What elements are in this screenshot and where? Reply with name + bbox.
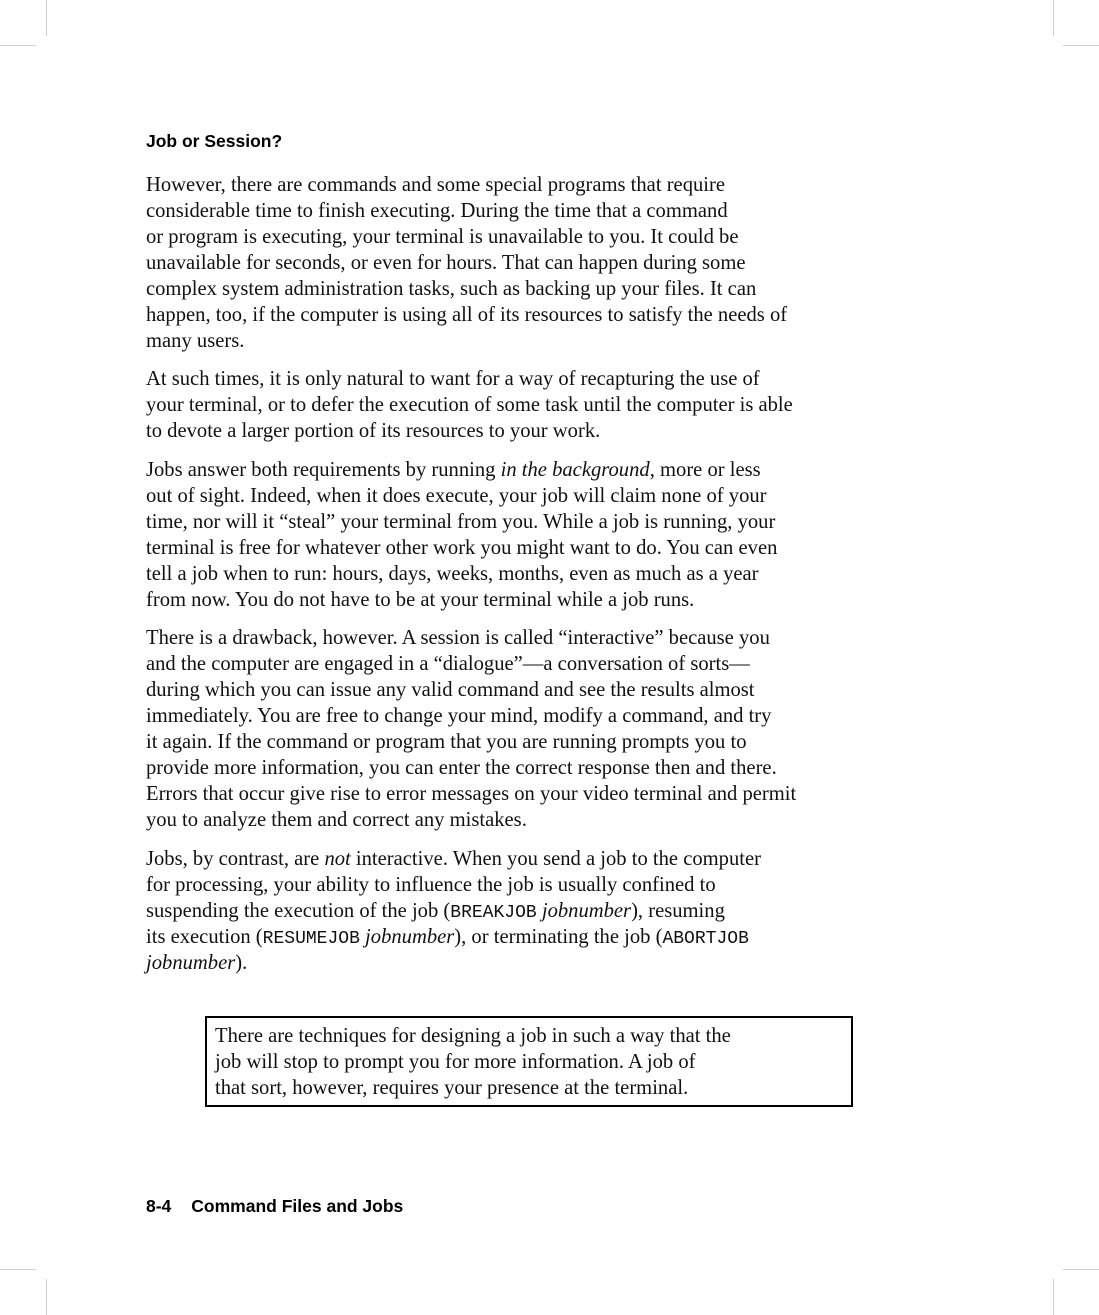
text-run: ). (235, 952, 248, 974)
text-line: during which you can issue any valid command and see the results almost (146, 679, 755, 701)
text-line: Errors that occur give rise to error messages on your video terminal and permit (146, 783, 797, 805)
section-heading: Job or Session? (146, 131, 283, 151)
text-run: ), or terminating the job ( (454, 926, 663, 948)
command-argument: jobnumber (541, 900, 632, 922)
text-line (146, 846, 761, 872)
command-argument: jobnumber (365, 926, 455, 948)
text-run: Jobs answer both requirements by running (146, 459, 501, 481)
text-line: tell a job when to run: hours, days, weeks, months, even as much as a year (146, 563, 759, 585)
text-line: happen, too, if the computer is using all of its resources to satisfy the needs of (146, 304, 788, 326)
text-line: or program is executing, your terminal is unavailable to you. It could be (146, 226, 739, 248)
text-line: terminal is free for whatever other work you might want to do. You can even (146, 537, 778, 559)
text-line: time, nor will it “steal” your terminal from you. While a job is running, your (146, 511, 776, 533)
page-number: 8-4 (146, 1196, 172, 1216)
note-line: There are techniques for designing a job in such a way that the (215, 1025, 731, 1047)
text-line (146, 457, 777, 483)
command-argument: jobnumber (146, 952, 236, 974)
chapter-title: Command Files and Jobs (191, 1196, 404, 1216)
text-line: and the computer are engaged in a “dialogue”—a conversation of sorts— (146, 653, 750, 675)
note-box (205, 1016, 853, 1107)
text-line: it again. If the command or program that you are running prompts you to (146, 731, 747, 753)
text-line: to devote a larger portion of its resources to your work. (146, 420, 601, 442)
text-line (146, 924, 761, 950)
emphasis-text: in the background (500, 459, 650, 481)
text-line: There is a drawback, however. A session is called “interactive” because you (146, 627, 770, 649)
text-line: many users. (146, 330, 245, 352)
paragraph-recapturing-terminal (146, 366, 793, 444)
text-line: out of sight. Indeed, when it does execute, your job will claim none of your (146, 485, 767, 507)
crop-mark-bottom-right-horizontal (1063, 1269, 1099, 1270)
note-line: that sort, however, requires your presence at the terminal. (215, 1077, 689, 1099)
emphasis-text: not (324, 848, 351, 870)
text-run: its execution ( (146, 926, 263, 948)
text-line: complex system administration tasks, such as backing up your files. It can (146, 278, 757, 300)
crop-mark-top-left-vertical (46, 0, 47, 36)
text-line: unavailable for seconds, or even for hours. That can happen during some (146, 252, 746, 274)
crop-mark-top-left-horizontal (0, 45, 36, 46)
crop-mark-top-right-horizontal (1063, 45, 1099, 46)
text-line: you to analyze them and correct any mistakes. (146, 809, 527, 831)
crop-mark-top-right-vertical (1053, 0, 1054, 36)
paragraph-session-interactive (146, 625, 796, 833)
note-line: job will stop to prompt you for more information. A job of (215, 1051, 696, 1073)
text-line: from now. You do not have to be at your terminal while a job runs. (146, 589, 695, 611)
command-abortjob: ABORTJOB (662, 929, 749, 949)
paragraph-long-running-commands (146, 172, 787, 354)
text-run: ), resuming (631, 900, 725, 922)
text-line (146, 898, 761, 924)
text-line: your terminal, or to defer the execution of some task until the computer is able (146, 394, 793, 416)
crop-mark-bottom-right-vertical (1053, 1279, 1054, 1315)
text-line: At such times, it is only natural to want for a way of recapturing the use of (146, 368, 760, 390)
text-line: considerable time to finish executing. During the time that a command (146, 200, 728, 222)
text-run: Jobs, by contrast, are (146, 848, 325, 870)
text-run: interactive. When you send a job to the computer (350, 848, 761, 870)
crop-mark-bottom-left-vertical (46, 1279, 47, 1315)
text-line (146, 950, 761, 976)
text-line: immediately. You are free to change your mind, modify a command, and try (146, 705, 772, 727)
page-footer (146, 1196, 403, 1217)
text-run: suspending the execution of the job ( (146, 900, 451, 922)
paragraph-jobs-background (146, 457, 777, 613)
text-line: provide more information, you can enter the correct response then and there. (146, 757, 777, 779)
command-resumejob: RESUMEJOB (262, 929, 360, 949)
text-run: , more or less (649, 459, 761, 481)
text-line: for processing, your ability to influence the job is usually confined to (146, 874, 716, 896)
command-breakjob: BREAKJOB (450, 903, 537, 923)
crop-mark-bottom-left-horizontal (0, 1269, 36, 1270)
paragraph-jobs-not-interactive (146, 846, 761, 976)
text-line: However, there are commands and some special programs that require (146, 174, 726, 196)
